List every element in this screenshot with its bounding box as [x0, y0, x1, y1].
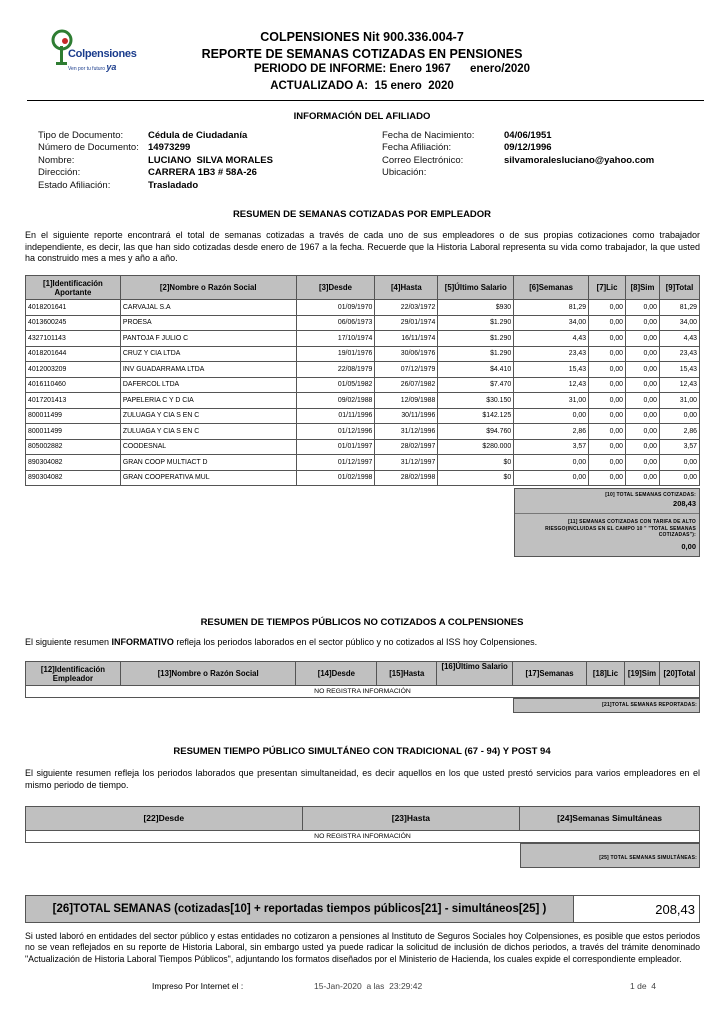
cell-id: 4012003209	[26, 362, 121, 378]
cell-sim: 0,00	[626, 408, 660, 424]
cell-lic: 0,00	[589, 393, 626, 409]
ubicacion-label: Ubicación:	[382, 167, 427, 179]
resumen-empleador-description: En el siguiente reporte encontrará el total de semanas cotizadas a través de cada uno de sus empleadores o de sus propias cotizaciones como trabajador independiente, es decir, las que han sido cotizadas desde enero de 1967 a la fecha. Recuerde que la Historia Laboral representa su vida como trabajador, la que usted ha construido mes a mes y año a año.	[25, 230, 700, 264]
table-row	[26, 377, 700, 393]
cell-hasta: 31/12/1996	[375, 424, 438, 440]
col-total: [20]Total	[659, 662, 699, 686]
table-header-row	[26, 662, 700, 686]
cell-id: 4018201644	[26, 346, 121, 362]
cell-salario: $0	[438, 470, 514, 486]
col-nombre-razon-social: [2]Nombre o Razón Social	[120, 276, 296, 300]
cell-semanas: 31,00	[514, 393, 589, 409]
correo-label: Correo Electrónico:	[382, 154, 464, 166]
table-row	[26, 455, 700, 471]
report-org-title: COLPENSIONES Nit 900.336.004-7	[260, 30, 464, 44]
cell-desde: 01/05/1982	[296, 377, 375, 393]
col-ultimo-salario: [5]Último Salario	[438, 276, 514, 300]
table-row	[26, 470, 700, 486]
col-hasta: [23]Hasta	[302, 807, 520, 831]
cell-sim: 0,00	[626, 393, 660, 409]
footer-note: Si usted laboró en entidades del sector público y estas entidades no cotizaron a pensiones al Instituto de Seguros Sociales hoy Colpensiones, es posible que estos periodos no se vean reflejados en su reporte de Historia Laboral, sin embargo usted ya puede radicar la solicitud de inclusión de dichos periodos, a través del trámite denominado "Actualización de Historia Laboral Tiempos Públicos", adjuntando los formatos diseñados por el Ministerio de Hacienda, los cuales expide el correspondiente empleador.	[25, 931, 700, 964]
tipo-documento-label: Tipo de Documento:	[38, 130, 124, 141]
total-semanas-label: [26]TOTAL SEMANAS (cotizadas[10] + reportadas tiempos públicos[21] - simultáneos[25] )	[26, 896, 574, 922]
cell-desde: 17/10/1974	[296, 331, 375, 347]
cell-salario: $142.125	[438, 408, 514, 424]
cell-salario: $930	[438, 300, 514, 316]
cell-salario: $1.290	[438, 331, 514, 347]
cell-nombre: CRUZ Y CIA LTDA	[120, 346, 296, 362]
cell-total: 12,43	[659, 377, 699, 393]
col-semanas-simultaneas: [24]Semanas Simultáneas	[520, 807, 700, 831]
col-total: [9]Total	[659, 276, 699, 300]
table-row	[26, 424, 700, 440]
cell-nombre: PANTOJA F JULIO C	[120, 331, 296, 347]
table-row	[26, 393, 700, 409]
cell-id: 800011499	[26, 424, 121, 440]
direccion-value: CARRERA 1B3 # 58A-26	[148, 167, 257, 179]
totales-cotizadas-box	[514, 488, 700, 557]
table-row	[26, 331, 700, 347]
cell-hasta: 31/12/1997	[375, 455, 438, 471]
col-nombre-razon-social: [13]Nombre o Razón Social	[120, 662, 296, 686]
cell-salario: $7.470	[438, 377, 514, 393]
fecha-afiliacion-label: Fecha Afiliación:	[382, 142, 452, 154]
col-lic: [7]Lic	[589, 276, 626, 300]
cell-semanas: 3,57	[514, 439, 589, 455]
cell-lic: 0,00	[589, 470, 626, 486]
cell-hasta: 12/09/1988	[375, 393, 438, 409]
resumen-empleador-title: RESUMEN DE SEMANAS COTIZADAS POR EMPLEADOR	[232, 209, 492, 220]
cell-nombre: ZULUAGA Y CIA S EN C	[120, 408, 296, 424]
total-semanas-reportadas-label: [21]TOTAL SEMANAS REPORTADAS:	[602, 702, 697, 708]
col-identificacion-empleador: [12]Identificación Empleador	[26, 662, 121, 686]
empty-row	[26, 831, 700, 843]
table-header-row	[26, 807, 700, 831]
col-semanas: [17]Semanas	[513, 662, 587, 686]
cell-salario: $94.760	[438, 424, 514, 440]
cell-nombre: CARVAJAL S.A	[120, 300, 296, 316]
numero-documento-label: Número de Documento:	[38, 142, 139, 154]
cell-salario: $0	[438, 455, 514, 471]
fecha-afiliacion-value: 09/12/1996	[504, 142, 552, 154]
afiliado-section-title: INFORMACIÓN DEL AFILIADO	[293, 111, 431, 122]
cell-salario: $1.290	[438, 346, 514, 362]
total-semanas-bar	[25, 895, 700, 923]
report-actualizado: ACTUALIZADO A: 15 enero 2020	[270, 80, 454, 92]
cell-total: 31,00	[659, 393, 699, 409]
cell-id: 890304082	[26, 470, 121, 486]
cell-id: 4018201641	[26, 300, 121, 316]
cell-id: 4013600245	[26, 315, 121, 331]
cell-hasta: 28/02/1997	[375, 439, 438, 455]
cell-lic: 0,00	[589, 300, 626, 316]
cell-lic: 0,00	[589, 346, 626, 362]
cell-total: 3,57	[659, 439, 699, 455]
cell-sim: 0,00	[626, 362, 660, 378]
estado-afiliacion-value: Trasladado	[148, 179, 199, 191]
cell-sim: 0,00	[626, 470, 660, 486]
cell-nombre: ZULUAGA Y CIA S EN C	[120, 424, 296, 440]
cell-salario: $30.150	[438, 393, 514, 409]
numero-documento-value: 14973299	[148, 142, 191, 154]
cell-lic: 0,00	[589, 315, 626, 331]
empty-row	[26, 686, 700, 698]
col-sim: [8]Sim	[626, 276, 660, 300]
table-row	[26, 315, 700, 331]
cell-sim: 0,00	[626, 315, 660, 331]
cell-id: 805002882	[26, 439, 121, 455]
printed-date: 15-Jan-2020 a las 23:29:42	[314, 981, 423, 991]
col-desde: [22]Desde	[26, 807, 303, 831]
cell-salario: $4.410	[438, 362, 514, 378]
afiliado-info-left	[38, 130, 273, 192]
cell-hasta: 26/07/1982	[375, 377, 438, 393]
cell-semanas: 4,43	[514, 331, 589, 347]
cell-semanas: 0,00	[514, 470, 589, 486]
cell-hasta: 16/11/1974	[375, 331, 438, 347]
cell-id: 4017201413	[26, 393, 121, 409]
desc-prefix: El siguiente resumen	[25, 637, 112, 647]
alto-riesgo-label: [11] SEMANAS COTIZADAS CON TARIFA DE ALTO RIESGO(INCLUIDAS EN EL CAMPO 10 " "TOTAL SEMANAS COTIZADAS"):	[545, 519, 696, 539]
report-periodo: PERIODO DE INFORME: Enero 1967 enero/2020	[253, 63, 531, 75]
cell-desde: 19/01/1976	[296, 346, 375, 362]
logo-tagline: Ven por tu futuro	[68, 66, 105, 72]
cell-semanas: 12,43	[514, 377, 589, 393]
cell-semanas: 23,43	[514, 346, 589, 362]
page-indicator: 1 de 4	[630, 981, 656, 991]
total-semanas-value: 208,43	[655, 901, 695, 917]
no-registra-text: NO REGISTRA INFORMACIÓN	[26, 686, 700, 698]
cell-semanas: 34,00	[514, 315, 589, 331]
printed-label: Impreso Por Internet el :	[152, 981, 244, 991]
cell-semanas: 15,43	[514, 362, 589, 378]
cell-hasta: 29/01/1974	[375, 315, 438, 331]
table-row	[26, 408, 700, 424]
cell-semanas: 2,86	[514, 424, 589, 440]
cell-desde: 01/02/1998	[296, 470, 375, 486]
cell-total: 15,43	[659, 362, 699, 378]
col-lic: [18]Lic	[587, 662, 625, 686]
cell-nombre: PAPELERIA C Y D CIA	[120, 393, 296, 409]
cell-lic: 0,00	[589, 331, 626, 347]
cell-hasta: 07/12/1979	[375, 362, 438, 378]
col-sim: [19]Sim	[624, 662, 659, 686]
cell-desde: 01/12/1997	[296, 455, 375, 471]
total-semanas-simultaneas-label: [25] TOTAL SEMANAS SIMULTÁNEAS:	[599, 855, 697, 861]
cell-hasta: 28/02/1998	[375, 470, 438, 486]
cell-sim: 0,00	[626, 300, 660, 316]
cell-desde: 09/02/1988	[296, 393, 375, 409]
total-semanas-cotizadas-value: 208,43	[673, 498, 696, 508]
tiempos-publicos-table	[25, 661, 700, 698]
tiempos-publicos-title: RESUMEN DE TIEMPOS PÚBLICOS NO COTIZADOS A COLPENSIONES	[200, 617, 524, 628]
report-title: REPORTE DE SEMANAS COTIZADAS EN PENSIONES	[201, 47, 523, 61]
cell-lic: 0,00	[589, 362, 626, 378]
fecha-nacimiento-value: 04/06/1951	[504, 130, 552, 141]
cell-desde: 01/01/1997	[296, 439, 375, 455]
cell-total: 0,00	[659, 455, 699, 471]
col-desde: [14]Desde	[296, 662, 377, 686]
cell-semanas: 0,00	[514, 455, 589, 471]
col-ultimo-salario: [16]Último Salario	[437, 662, 513, 686]
cell-salario: $1.290	[438, 315, 514, 331]
cell-lic: 0,00	[589, 455, 626, 471]
afiliado-info-right	[382, 130, 654, 180]
cell-nombre: GRAN COOPERATIVA MUL	[120, 470, 296, 486]
cell-nombre: INV GUADARRAMA LTDA	[120, 362, 296, 378]
cell-semanas: 81,29	[514, 300, 589, 316]
simultaneo-table	[25, 806, 700, 843]
cell-total: 2,86	[659, 424, 699, 440]
cell-sim: 0,00	[626, 346, 660, 362]
cell-desde: 22/08/1979	[296, 362, 375, 378]
table-row	[26, 346, 700, 362]
tiempos-publicos-description	[25, 637, 537, 647]
cell-desde: 06/06/1973	[296, 315, 375, 331]
nombre-label: Nombre:	[38, 154, 75, 166]
desc-bold: INFORMATIVO	[111, 637, 174, 647]
col-hasta: [15]Hasta	[377, 662, 437, 686]
header-divider	[27, 100, 704, 101]
cell-total: 0,00	[659, 408, 699, 424]
cell-sim: 0,00	[626, 424, 660, 440]
table-header-row	[26, 276, 700, 300]
cell-id: 800011499	[26, 408, 121, 424]
col-desde: [3]Desde	[296, 276, 375, 300]
fecha-nacimiento-label: Fecha de Nacimiento:	[382, 130, 475, 141]
cell-salario: $280.000	[438, 439, 514, 455]
col-hasta: [4]Hasta	[375, 276, 438, 300]
cell-nombre: PROESA	[120, 315, 296, 331]
cell-sim: 0,00	[626, 455, 660, 471]
cell-semanas: 0,00	[514, 408, 589, 424]
correo-value[interactable]: silvamoralesluciano@yahoo.com	[504, 154, 655, 166]
total-reportadas-box	[513, 698, 700, 713]
semanas-empleador-table	[25, 275, 700, 486]
table-row	[26, 300, 700, 316]
logo-tagline-ya: ya	[106, 62, 117, 72]
cell-total: 23,43	[659, 346, 699, 362]
cell-nombre: GRAN COOP MULTIACT D	[120, 455, 296, 471]
tipo-documento-value: Cédula de Ciudadanía	[148, 130, 248, 141]
cell-total: 0,00	[659, 470, 699, 486]
cell-nombre: DAFERCOL LTDA	[120, 377, 296, 393]
logo-text: Colpensiones	[68, 48, 137, 60]
total-simultaneas-box	[520, 843, 700, 868]
col-identificacion-aportante: [1]Identificación Aportante	[26, 276, 121, 300]
no-registra-text: NO REGISTRA INFORMACIÓN	[26, 831, 700, 843]
cell-total: 34,00	[659, 315, 699, 331]
cell-lic: 0,00	[589, 424, 626, 440]
total-semanas-cotizadas-label: [10] TOTAL SEMANAS COTIZADAS:	[605, 492, 696, 498]
cell-hasta: 30/06/1976	[375, 346, 438, 362]
cell-sim: 0,00	[626, 377, 660, 393]
cell-desde: 01/11/1996	[296, 408, 375, 424]
direccion-label: Dirección:	[38, 167, 81, 179]
cell-nombre: COODESNAL	[120, 439, 296, 455]
cell-total: 4,43	[659, 331, 699, 347]
simultaneo-title: RESUMEN TIEMPO PÚBLICO SIMULTÁNEO CON TRADICIONAL (67 - 94) Y POST 94	[173, 746, 551, 757]
cell-sim: 0,00	[626, 331, 660, 347]
nombre-value: LUCIANO SILVA MORALES	[148, 154, 273, 166]
cell-id: 4016110460	[26, 377, 121, 393]
cell-desde: 01/12/1996	[296, 424, 375, 440]
table-row	[26, 439, 700, 455]
cell-id: 4327101143	[26, 331, 121, 347]
cell-sim: 0,00	[626, 439, 660, 455]
desc-suffix: refleja los periodos laborados en el sector público y no cotizados al ISS hoy Colpensiones.	[173, 637, 538, 647]
col-semanas: [6]Semanas	[514, 276, 589, 300]
cell-id: 890304082	[26, 455, 121, 471]
alto-riesgo-value: 0,00	[681, 541, 696, 551]
cell-lic: 0,00	[589, 377, 626, 393]
simultaneo-description: El siguiente resumen refleja los periodos laborados que presentan simultaneidad, es decir aquellos en los que usted prestó servicios para varios empleadores en el mismo periodo de tiempo.	[25, 768, 700, 790]
cell-hasta: 30/11/1996	[375, 408, 438, 424]
estado-afiliacion-label: Estado Afiliación:	[38, 179, 111, 191]
cell-total: 81,29	[659, 300, 699, 316]
cell-hasta: 22/03/1972	[375, 300, 438, 316]
cell-lic: 0,00	[589, 408, 626, 424]
cell-desde: 01/09/1970	[296, 300, 375, 316]
cell-lic: 0,00	[589, 439, 626, 455]
table-row	[26, 362, 700, 378]
